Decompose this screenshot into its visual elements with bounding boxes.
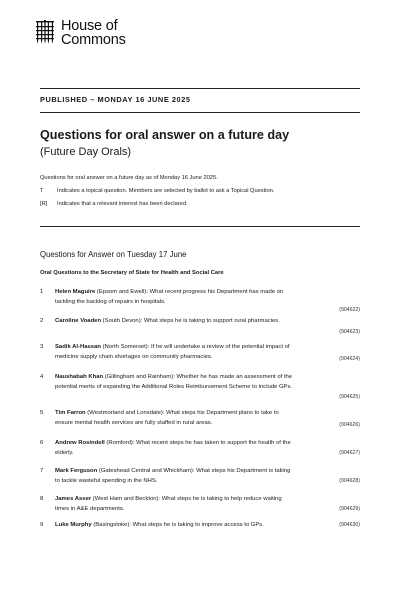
question-number: 7 — [40, 468, 44, 474]
question-text — [55, 520, 320, 530]
question-line-2: to tackle wasteful spending in the NHS. — [55, 478, 158, 485]
question-text — [55, 466, 320, 487]
key-topical — [40, 188, 274, 194]
key-text: Indicates that a relevant interest has been declared. — [57, 201, 188, 207]
member-name: Naushabah Khan — [55, 374, 104, 380]
member-name: Luke Murphy — [55, 522, 92, 528]
question-item — [40, 372, 360, 404]
question-reference: (904628) — [339, 478, 360, 484]
question-item — [40, 316, 360, 340]
question-text — [55, 408, 320, 429]
department-heading: Oral Questions to the Secretary of State for Health and Social Care — [40, 270, 224, 276]
question-item — [40, 408, 360, 440]
question-line-2: ensure mental health services are fully staffed in rural areas. — [55, 420, 213, 427]
question-reference: (904624) — [339, 356, 360, 362]
question-item — [40, 287, 360, 319]
question-line-2: potential merits of expanding the Additional Roles Reimbursement Scheme to include GPs. — [55, 384, 293, 391]
question-text — [55, 287, 320, 308]
intro-text: Questions for oral answer on a future day as of Monday 16 June 2025. — [40, 175, 218, 181]
member-name: Helen Maguire — [55, 289, 96, 295]
member-name: Caroline Voaden — [55, 318, 102, 324]
question-reference: (904623) — [339, 329, 360, 335]
question-number: 4 — [40, 374, 44, 380]
published-date: PUBLISHED – MONDAY 16 JUNE 2025 — [40, 95, 191, 104]
question-reference: (904629) — [339, 506, 360, 512]
member-name: Andrew Rosindell — [55, 440, 105, 446]
question-item — [40, 520, 360, 544]
question-line-1: Whether he has made an assessment of the — [176, 374, 293, 380]
question-number: 2 — [40, 318, 44, 324]
house-of-commons-logo — [33, 20, 126, 47]
key-interest — [40, 201, 188, 207]
question-line-1: What recent progress his Department has made on — [149, 289, 284, 295]
question-reference: (904622) — [339, 307, 360, 313]
portcullis-icon — [33, 20, 57, 44]
question-line-1: What steps he is taking to improve access to GPs. — [132, 522, 264, 528]
question-number: 5 — [40, 410, 44, 416]
constituency: (Gateshead Central and Whickham): — [97, 468, 197, 474]
question-reference: (904630) — [339, 522, 360, 528]
question-text — [55, 372, 320, 393]
question-line-1: What steps he is taking to help reduce waiting — [161, 496, 282, 502]
question-line-2: medicine supply chain shortages on community pharmacies. — [55, 354, 213, 361]
constituency: (Epsom and Ewell): — [95, 289, 150, 295]
page-title: Questions for oral answer on a future day — [40, 128, 290, 142]
question-number: 1 — [40, 289, 44, 295]
constituency: (West Ham and Beckton): — [91, 496, 162, 502]
member-name: Sadik Al-Hassan — [55, 344, 101, 350]
question-number: 8 — [40, 496, 44, 502]
constituency: (Westmorland and Lonsdale): — [85, 410, 167, 416]
question-text — [55, 316, 320, 326]
logo-wordmark — [61, 20, 126, 47]
question-number: 9 — [40, 522, 44, 528]
top-rule — [40, 88, 360, 89]
question-number: 3 — [40, 344, 44, 350]
page-subtitle: (Future Day Orals) — [40, 146, 132, 158]
logo-line-2: Commons — [61, 31, 126, 48]
question-item — [40, 342, 360, 374]
member-name: James Asser — [55, 496, 92, 502]
question-text — [55, 494, 320, 515]
question-line-1: What steps his Department plans to take to — [166, 410, 279, 416]
question-reference: (904625) — [339, 394, 360, 400]
question-line-1: If he will undertake a review of the potential impact of — [151, 344, 290, 350]
question-text — [55, 438, 320, 459]
question-line-1: What recent steps he has taken to support the health of the — [136, 440, 291, 446]
question-reference: (904627) — [339, 450, 360, 456]
question-line-1: What steps he is taking to support rural pharmacies. — [143, 318, 280, 324]
key-symbol: [R] — [40, 201, 48, 207]
question-line-2: elderly. — [55, 450, 74, 457]
question-line-1: What steps his Department is taking — [196, 468, 291, 474]
member-name: Tim Farron — [55, 410, 86, 416]
section-rule — [40, 226, 360, 227]
question-text — [55, 342, 320, 363]
key-text: Indicates a topical question. Members are selected by ballot to ask a Topical Question. — [57, 188, 275, 194]
key-symbol: T — [40, 188, 44, 194]
constituency: (Romford): — [104, 440, 137, 446]
constituency: (Gillingham and Rainham): — [103, 374, 177, 380]
question-line-2: times in A&E departments. — [55, 506, 125, 513]
constituency: (South Devon): — [101, 318, 144, 324]
question-reference: (904626) — [339, 422, 360, 428]
published-rule — [40, 112, 360, 113]
section-heading: Questions for Answer on Tuesday 17 June — [40, 250, 187, 259]
question-line-2: tackling the backlog of repairs in hospitals. — [55, 299, 166, 306]
constituency: (Basingstoke): — [91, 522, 133, 528]
question-number: 6 — [40, 440, 44, 446]
logo-line-1: House of — [61, 18, 118, 34]
constituency: (North Somerset): — [100, 344, 152, 350]
member-name: Mark Ferguson — [55, 468, 98, 474]
